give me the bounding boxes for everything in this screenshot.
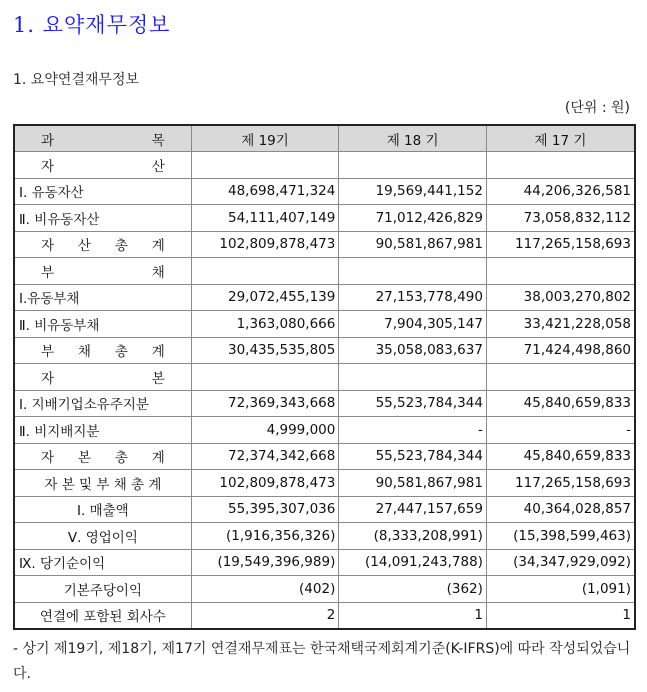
table-row [14,205,635,232]
row-value: 72,374,342,668 [191,443,339,470]
row-label: 부 채 [14,258,191,285]
row-value: 71,424,498,860 [486,337,635,364]
row-value [486,152,635,179]
row-value: 117,265,158,693 [486,231,635,258]
row-value: (34,347,929,092) [486,549,635,576]
table-header-row [14,125,635,152]
row-value: 27,447,157,659 [339,496,487,523]
row-label: Ⅰ. 매출액 [14,496,191,523]
table-row [14,576,635,603]
row-value: 27,153,778,490 [339,284,487,311]
table-row [14,602,635,629]
row-value: 54,111,407,149 [191,205,339,232]
row-value: 40,364,028,857 [486,496,635,523]
row-value: 4,999,000 [191,417,339,444]
table-row [14,337,635,364]
row-value: 71,012,426,829 [339,205,487,232]
header-period-18: 제 18 기 [339,125,487,152]
table-row [14,364,635,391]
row-value: 1 [339,602,487,629]
row-label: 자 산 총 계 [14,231,191,258]
row-value [191,258,339,285]
table-row [14,523,635,550]
row-value: 7,904,305,147 [339,311,487,338]
row-value: 29,072,455,139 [191,284,339,311]
header-item: 과 목 [14,125,191,152]
row-value: 19,569,441,152 [339,178,487,205]
row-value: 2 [191,602,339,629]
table-row [14,231,635,258]
row-value: 55,395,307,036 [191,496,339,523]
table-row [14,178,635,205]
row-value: 102,809,878,473 [191,470,339,497]
row-label: 기본주당이익 [14,576,191,603]
row-label: 자 본 총 계 [14,443,191,470]
row-value: 45,840,659,833 [486,443,635,470]
row-label: Ⅱ. 비유동부채 [14,311,191,338]
row-label: Ⅰ. 유동자산 [14,178,191,205]
row-value: 30,435,535,805 [191,337,339,364]
row-value [191,364,339,391]
row-value: (8,333,208,991) [339,523,487,550]
row-value: 35,058,083,637 [339,337,487,364]
row-value: - [339,417,487,444]
table-row [14,284,635,311]
table-row [14,390,635,417]
page-heading: 1. 요약재무정보 [13,13,171,37]
row-value: (15,398,599,463) [486,523,635,550]
table-row [14,496,635,523]
row-value: 102,809,878,473 [191,231,339,258]
row-value [486,258,635,285]
row-label: 자 본 [14,364,191,391]
section-subheading: 1. 요약연결재무정보 [13,72,139,88]
table-row [14,417,635,444]
row-label: 연결에 포함된 회사수 [14,602,191,629]
row-value: 55,523,784,344 [339,390,487,417]
row-label: Ⅱ. 비지배지분 [14,417,191,444]
row-value: 73,058,832,112 [486,205,635,232]
table-row [14,470,635,497]
row-value [191,152,339,179]
header-period-17: 제 17 기 [486,125,635,152]
row-value: 1,363,080,666 [191,311,339,338]
financial-summary-table [13,124,636,630]
row-label: Ⅱ. 비유동자산 [14,205,191,232]
row-value [339,152,487,179]
row-value: (14,091,243,788) [339,549,487,576]
row-value [486,364,635,391]
row-label: 자 본 및 부 채 총 계 [14,470,191,497]
row-value: 72,369,343,668 [191,390,339,417]
row-value: (19,549,396,989) [191,549,339,576]
row-label: 자 산 [14,152,191,179]
row-value: 90,581,867,981 [339,231,487,258]
header-period-19: 제 19기 [191,125,339,152]
row-value: 90,581,867,981 [339,470,487,497]
row-value: 48,698,471,324 [191,178,339,205]
row-value: 45,840,659,833 [486,390,635,417]
table-row [14,311,635,338]
row-value: 1 [486,602,635,629]
row-label: Ⅰ. 지배기업소유주지분 [14,390,191,417]
row-label: Ⅴ. 영업이익 [14,523,191,550]
table-row [14,258,635,285]
table-row [14,152,635,179]
row-label: Ⅰ.유동부채 [14,284,191,311]
row-value: (1,091) [486,576,635,603]
unit-label: (단위 : 원) [564,100,630,116]
table-row [14,549,635,576]
table-row [14,443,635,470]
row-value: (362) [339,576,487,603]
row-label: 부 채 총 계 [14,337,191,364]
row-label: Ⅸ. 당기순이익 [14,549,191,576]
row-value: 44,206,326,581 [486,178,635,205]
row-value: 117,265,158,693 [486,470,635,497]
row-value: (402) [191,576,339,603]
row-value: 55,523,784,344 [339,443,487,470]
footnote: - 상기 제19기, 제18기, 제17기 연결재무제표는 한국채택국제회계기준(K-IFRS)에 따라 작성되었습니다. [13,641,631,682]
row-value: - [486,417,635,444]
row-value [339,364,487,391]
row-value: (1,916,356,326) [191,523,339,550]
row-value: 33,421,228,058 [486,311,635,338]
row-value: 38,003,270,802 [486,284,635,311]
row-value [339,258,487,285]
